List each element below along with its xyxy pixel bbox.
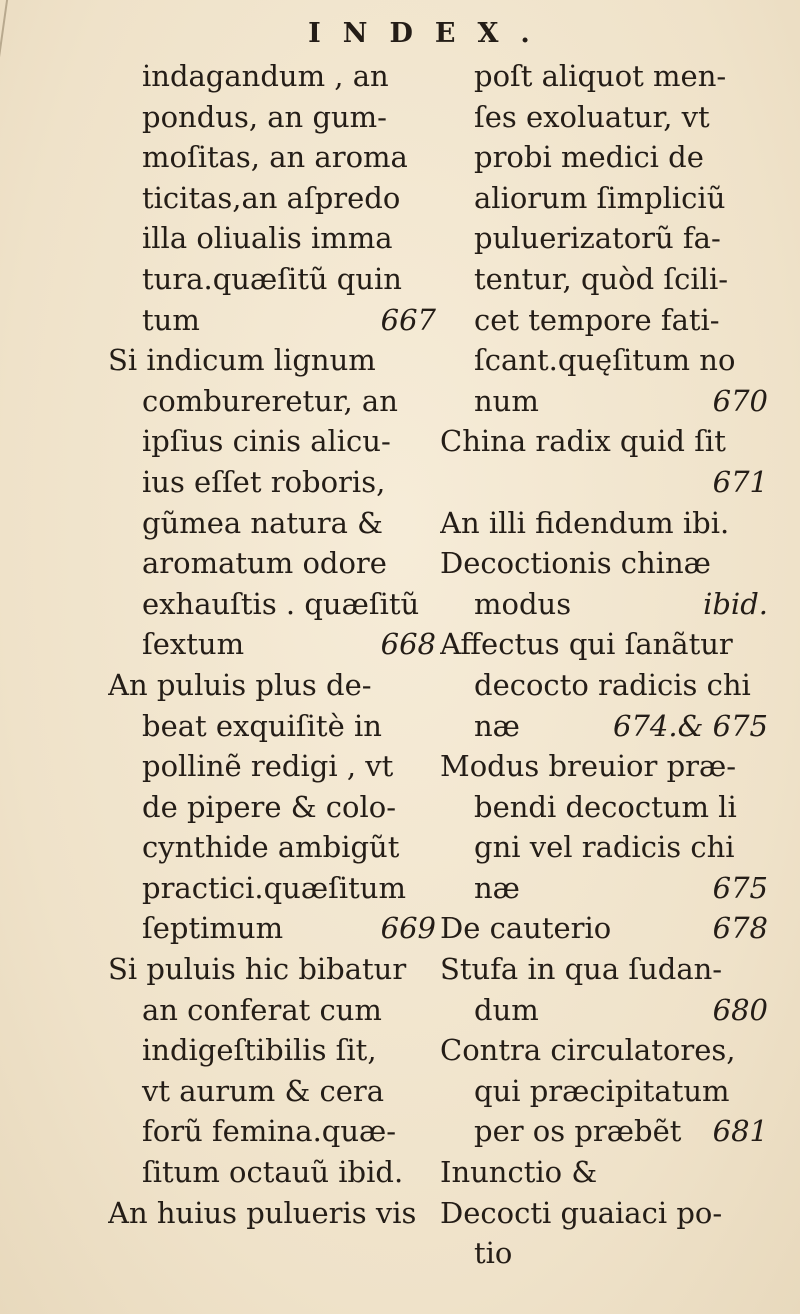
entry-line: moſitas, an aroma [142,140,408,175]
page-reference: 674.& 675 [613,708,768,743]
index-entry [108,56,438,340]
entry-final-text: per os præbẽt [474,1114,682,1149]
index-entry [440,1030,770,1152]
index-entry [440,624,770,746]
entry-line: qui præcipitatum [474,1073,730,1108]
index-entry [440,503,770,544]
entry-final-line [440,1111,770,1152]
entry-line: indagandum , an [142,59,389,93]
entry-line: puluerizatorũ fa- [474,221,721,256]
entry-line: aromatum odore [142,546,387,581]
page-reference: 669 [380,911,436,946]
index-entry [440,543,770,624]
index-column-right [440,56,770,1274]
entry-line: Si puluis hic bibatur [108,952,407,987]
index-entry [440,56,770,421]
page-reference: 668 [380,627,436,662]
entry-final-line [440,1233,770,1274]
entry-final-text: ſeptimum [142,911,284,946]
entry-line: vt aurum & cera [142,1073,385,1108]
entry-line: ius eſſet roboris, [142,464,386,499]
entry-final-line [108,1152,438,1193]
index-entry [108,1193,438,1234]
entry-final-text: ſextum [142,627,245,662]
entry-final-line [440,584,770,625]
entry-final-line [108,624,438,665]
entry-line: ipſius cinis alicu- [142,424,391,459]
entry-line: cet tempore fati- [474,302,720,337]
entry-final-text: ſitum octauũ ibid. [142,1155,404,1190]
entry-final-line [108,300,438,341]
entry-final-line [440,990,770,1031]
entry-line: gni vel radicis chi [474,830,735,865]
index-column-left [108,56,438,1233]
entry-line: aliorum ſimpliciũ [474,180,726,215]
entry-line: Decocti guaiaci po- [440,1195,723,1230]
entry-line: cynthide ambigũt [142,830,400,865]
entry-final-text: dum [474,992,539,1027]
entry-line: gũmea natura & [142,505,383,540]
page-reference: 667 [380,302,436,337]
entry-final-line [440,706,770,747]
page-reference: 680 [712,992,768,1027]
entry-line: ticitas,an aſpredo [142,180,401,215]
entry-final-text: De cauterio [440,911,612,946]
entry-line: Contra circulatores, [440,1033,736,1068]
entry-final-line [440,908,770,949]
entry-line: Si indicum lignum [108,343,376,378]
entry-final-line [440,503,770,544]
entry-final-text: Inunctio & [440,1155,598,1190]
entry-line: Affectus qui ſanãtur [440,627,733,662]
entry-line: poſt aliquot men- [474,59,727,93]
entry-final-text: næ [474,870,520,905]
entry-line: practici.quæſitum [142,870,406,905]
entry-final-text: modus [474,586,572,621]
page-reference: ibid. [703,586,768,621]
entry-line: an conferat cum [142,992,382,1027]
page-reference: 678 [712,911,768,946]
entry-final-text: næ [474,708,520,743]
page-reference: 681 [712,1114,768,1149]
index-entry [108,665,438,949]
entry-line: de pipere & colo- [142,789,397,824]
entry-line: bendi decoctum li [474,789,737,824]
page-reference: 671 [712,464,768,499]
entry-line: pollinẽ redigi , vt [142,749,394,784]
entry-line: ſes exoluatur, vt [474,99,710,134]
entry-line: tentur, quòd ſcili- [474,261,729,296]
entry-line: probi medici de [474,140,704,175]
entry-line: decocto radicis chi [474,667,751,702]
page-reference: 675 [712,870,768,905]
index-entry [108,340,438,665]
page-header: INDEX. [308,18,552,49]
entry-line: An puluis plus de- [108,667,372,702]
entry-final-text: An illi fidendum ibi. [440,505,730,540]
entry-final-text: num [474,383,539,418]
entry-line: China radix quid ſit [440,424,726,459]
index-entry [440,1152,770,1193]
entry-final-line [108,1193,438,1234]
index-entry [440,1193,770,1274]
entry-line: illa oliualis imma [142,221,393,256]
entry-line: Modus breuior præ- [440,749,737,784]
index-entry [440,949,770,1030]
entry-line: Stufa in qua ſudan- [440,952,723,987]
entry-final-line [440,1152,770,1193]
entry-line: Decoctionis chinæ [440,546,711,581]
entry-final-line [440,868,770,909]
entry-line: pondus, an gum- [142,99,387,134]
entry-final-text: tum [142,302,200,337]
index-entry [440,421,770,502]
index-entry [440,908,770,949]
index-entry [440,746,770,908]
entry-line: tura.quæſitũ quin [142,261,402,296]
page-reference: 670 [712,383,768,418]
entry-final-text: An huius pulueris vis [108,1195,417,1230]
entry-line: ſcant.quęſitum no [474,343,736,378]
index-entry [108,949,438,1193]
entry-line: indigeſtibilis ſit, [142,1033,377,1068]
entry-final-line [440,381,770,422]
entry-final-line [440,462,770,503]
entry-line: forũ femina.quæ- [142,1114,397,1149]
entry-final-text: tio [474,1236,513,1271]
entry-line: combureretur, an [142,383,398,418]
entry-line: exhauſtis . quæſitũ [142,586,420,621]
entry-final-line [108,908,438,949]
entry-line: beat exquiſitè in [142,708,382,743]
